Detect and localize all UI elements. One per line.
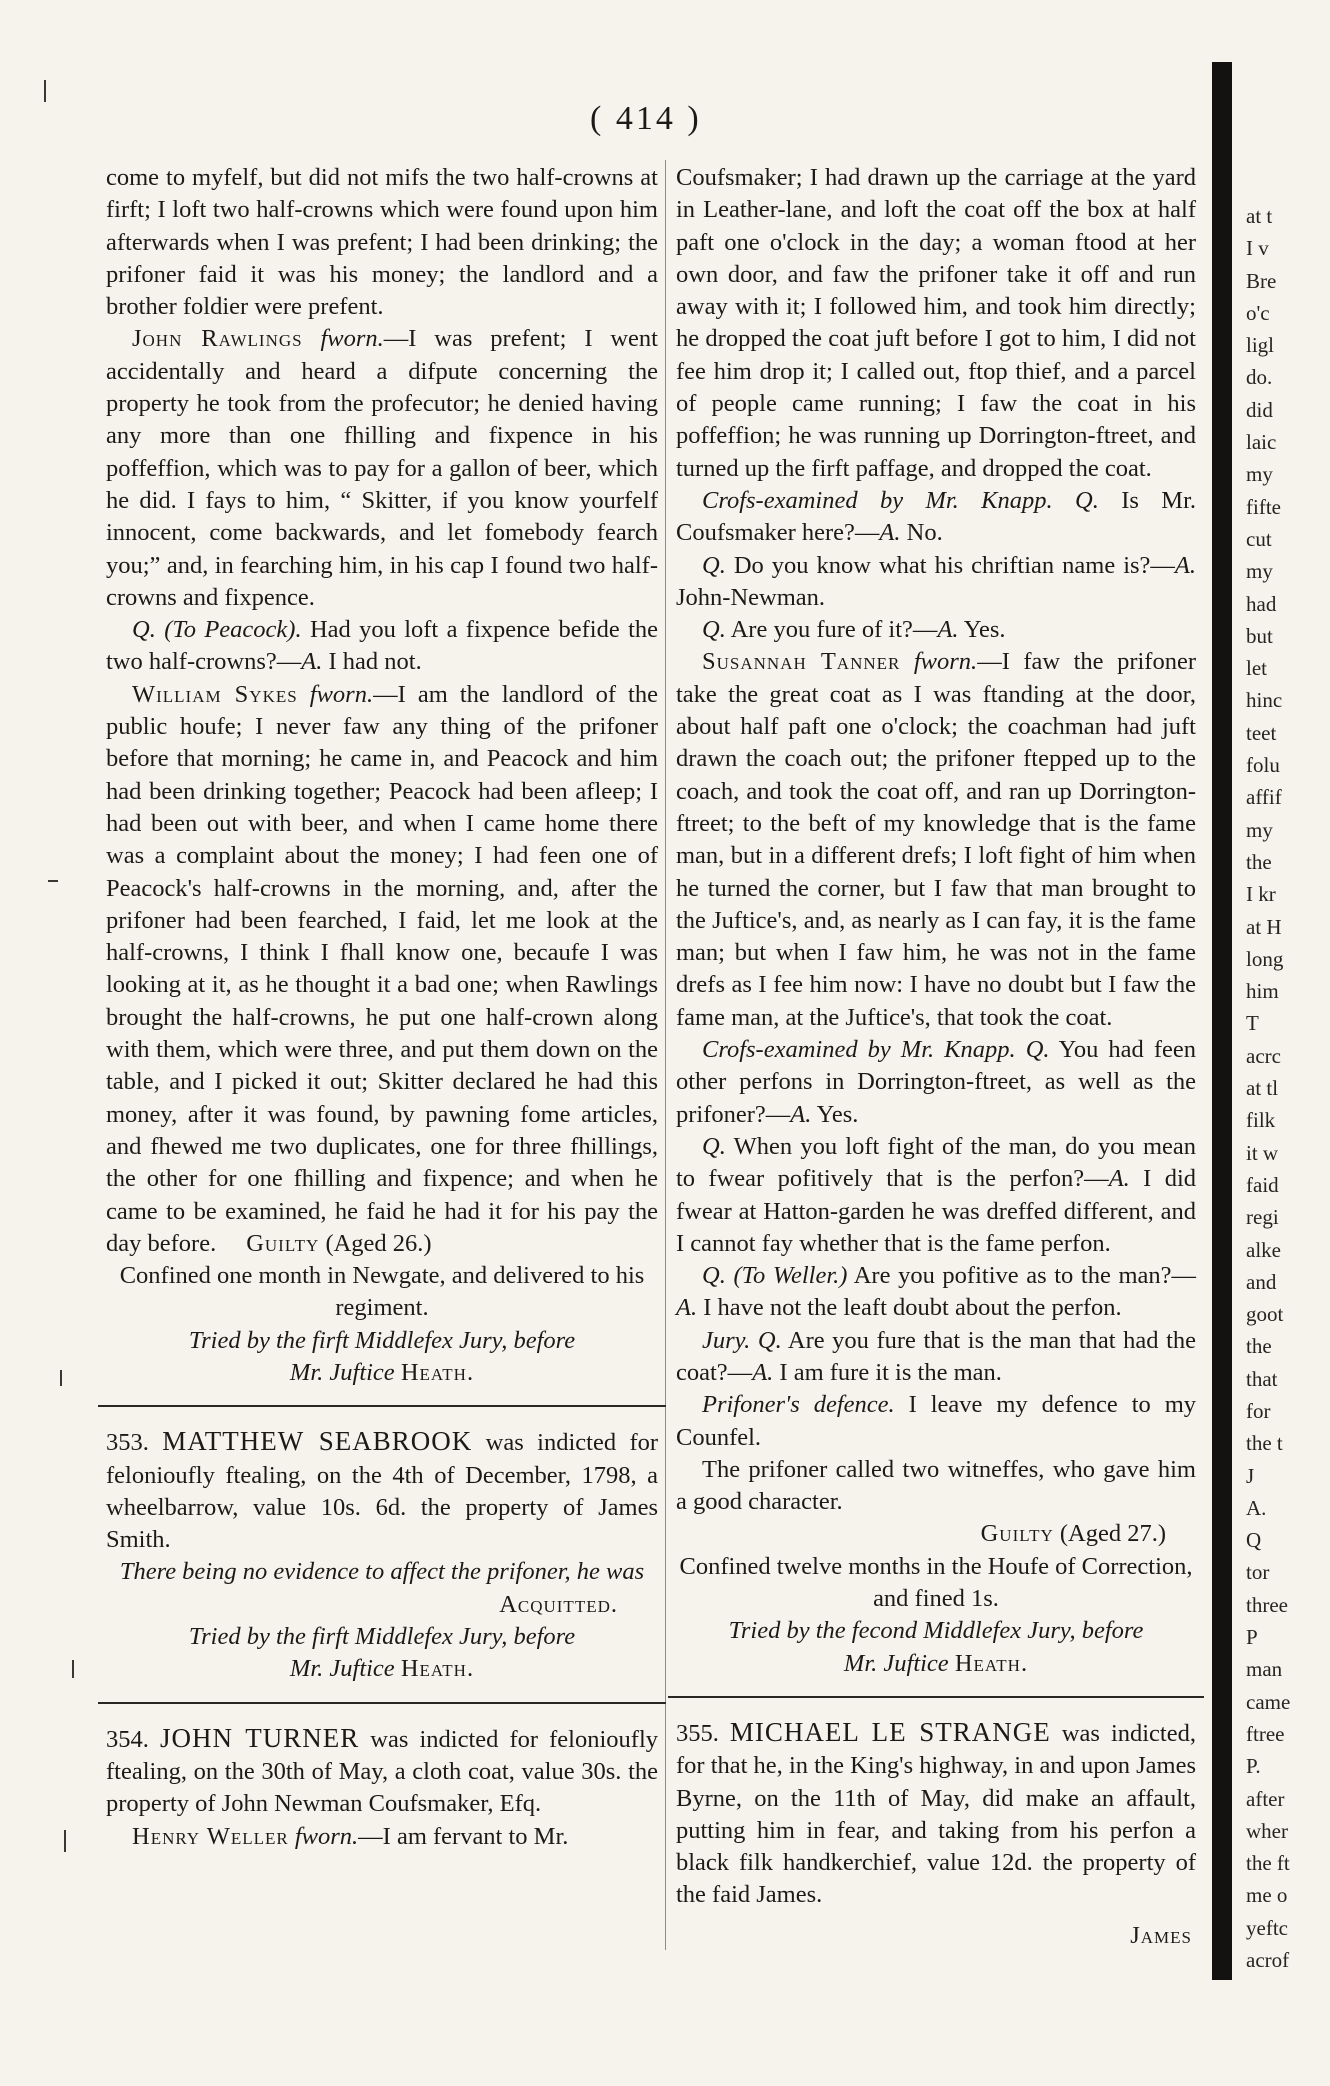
edge-fragment: A. bbox=[1246, 1495, 1267, 1520]
answer-text: I am fure it is the man. bbox=[779, 1358, 1002, 1386]
right-column bbox=[676, 162, 1196, 1952]
edge-fragment: fifte bbox=[1246, 494, 1281, 519]
q-label: Q. bbox=[757, 1326, 782, 1354]
testimony-text: —I am fervant to Mr. bbox=[358, 1822, 569, 1850]
a-label: A. bbox=[752, 1358, 774, 1386]
q-label: Q. bbox=[702, 1262, 726, 1290]
question-text: When you loft fight of the man, do you mean to fwear pofitively that is the perfon?— bbox=[676, 1132, 1197, 1193]
a-label: A. bbox=[1108, 1165, 1130, 1193]
testimony-continuation: Coufsmaker; I had drawn up the carriage at the yard in Leather-lane, and loft the coat off the box at half paft one o'clock in the day; a woman ftood at her own door, and faw the prifoner take it off and run away with it; I followed him, and took him directly; he dropped the coat juft before I got to him, I did not fee him drop it; I called out, ftop thief, and a parcel of people came running; I faw the coat in his poffeffion; he was running up Dorrington-ftreet, and turned up the firft paffage, and dropped the coat. bbox=[676, 164, 1196, 482]
testimony-weller bbox=[106, 1821, 658, 1853]
addressee-label: (To Weller.) bbox=[733, 1262, 848, 1290]
edge-fragment: after bbox=[1246, 1786, 1285, 1811]
edge-fragment: that bbox=[1246, 1366, 1278, 1391]
judge-name: Heath. bbox=[400, 1358, 475, 1386]
case-353 bbox=[106, 1425, 658, 1556]
answer-text: I did fwear at Hatton-garden he was dreffed different, and I cannot fay whether that is the fame perfon. bbox=[676, 1165, 1197, 1257]
edge-fragment: hinc bbox=[1246, 688, 1283, 713]
answer-text: I have not the leaft doubt about the perfon. bbox=[703, 1294, 1122, 1322]
verdict-guilty: Guilty bbox=[980, 1520, 1054, 1548]
case-number: 353. bbox=[106, 1429, 149, 1457]
left-column bbox=[106, 162, 658, 1853]
sworn-label: fworn. bbox=[913, 648, 978, 676]
verdict-age: (Aged 26.) bbox=[325, 1229, 432, 1257]
verdict-line bbox=[676, 1518, 1196, 1550]
answer-text: No. bbox=[906, 519, 943, 547]
edge-fragment: Q bbox=[1246, 1528, 1262, 1553]
testimony-text: —I was prefent; I went accidentally and heard a difpute concerning the property he took from the profecutor; he denied having any more than one fhilling and fixpence in his poffeffion, which was to pay for a gallon of beer, which he did. I fays to him, “ Skitter, if you know yourfelf innocent, come backwards, and let fomebody fearch you;” and, in fearching him, in his cap I found two half-crowns and fixpence. bbox=[106, 325, 658, 611]
edge-fragment: J bbox=[1246, 1463, 1255, 1488]
tried-line: Tried by the fecond Middlefex Jury, before bbox=[728, 1617, 1144, 1645]
edge-fragment: P bbox=[1246, 1625, 1258, 1650]
case-354 bbox=[106, 1722, 658, 1821]
edge-fragment: tor bbox=[1246, 1560, 1270, 1585]
q-label: Q. bbox=[132, 616, 156, 644]
testimony-text: —I am the landlord of the public houfe; I never faw any thing of the prifoner before that morning; he came in, and Peacock and him had been drinking together; Peacock had been afleep; I had been out with beer, and when I came home there was a complaint about the money; I had feen one of Peacock's half-crowns in the morning, and, after the prifoner had been fearched, I faid, let me look at the half-crowns, I think I fhall know one, becaufe I was looking at it, as he thought it a bad one; when Rawlings brought the half-crowns, he put one half-crown along with them, which were three, and put them down on the table, and I picked it out; Skitter declared he had this money, after it was found, by pawning fome articles, and fhewed me two duplicates, one for three fhillings, the other for one fhilling and fixpence; and when he came to be examined, he faid he had it for his pay the day before. bbox=[106, 680, 658, 1257]
judge-title: Mr. Juftice bbox=[289, 1358, 395, 1386]
question-text: Are you pofitive as to the man?— bbox=[853, 1262, 1197, 1290]
edge-fragment: at H bbox=[1246, 914, 1282, 939]
edge-fragment: long bbox=[1246, 946, 1284, 971]
question bbox=[676, 614, 1196, 646]
a-label: A. bbox=[676, 1294, 698, 1322]
edge-fragment: but bbox=[1246, 623, 1273, 648]
edge-fragment: the t bbox=[1246, 1431, 1283, 1456]
question-peacock bbox=[106, 614, 658, 679]
edge-fragment: at t bbox=[1246, 204, 1273, 228]
edge-fragment: o'c bbox=[1246, 300, 1270, 325]
prisoner-defence bbox=[676, 1389, 1196, 1454]
question-text: Is Mr. Coufsmaker here?— bbox=[676, 486, 1196, 547]
testimony-sykes bbox=[106, 679, 658, 1260]
cross-label: Crofs-examined by Mr. Knapp. bbox=[702, 486, 1053, 514]
witness-name: John Rawlings bbox=[132, 325, 303, 353]
judge-line bbox=[106, 1653, 658, 1685]
defendant-name: MATTHEW SEABROOK bbox=[162, 1426, 473, 1457]
edge-fragment: man bbox=[1246, 1657, 1283, 1682]
scan-speck bbox=[44, 80, 46, 102]
edge-fragment: regi bbox=[1246, 1205, 1279, 1230]
defence-label: Prifoner's defence. bbox=[702, 1391, 895, 1419]
edge-fragment: ligl bbox=[1246, 333, 1275, 358]
binding-shadow bbox=[1212, 62, 1232, 1980]
edge-fragment: three bbox=[1246, 1592, 1288, 1617]
edge-fragment: did bbox=[1246, 397, 1273, 422]
edge-fragment: me o bbox=[1246, 1883, 1288, 1908]
edge-fragment: let bbox=[1246, 656, 1267, 681]
question-text: Do you know what his chriftian name is?— bbox=[733, 551, 1175, 579]
question bbox=[676, 550, 1196, 615]
answer-text: Yes. bbox=[816, 1100, 859, 1128]
cross-examination bbox=[676, 485, 1196, 550]
edge-fragment: acrc bbox=[1246, 1043, 1281, 1068]
edge-fragment: for bbox=[1246, 1398, 1271, 1423]
a-label: A. bbox=[879, 519, 901, 547]
edge-fragment: him bbox=[1246, 979, 1279, 1004]
question bbox=[676, 1260, 1196, 1325]
edge-fragment: alke bbox=[1246, 1237, 1281, 1262]
edge-fragment: had bbox=[1246, 591, 1277, 616]
defence-text: I leave my defence to my Counfel. bbox=[676, 1391, 1196, 1451]
q-label: Q. bbox=[702, 616, 726, 644]
catchword: James bbox=[1130, 1921, 1192, 1949]
cross-examination bbox=[676, 1034, 1196, 1131]
edge-fragment: do. bbox=[1246, 365, 1273, 390]
q-label: Q. bbox=[1025, 1036, 1050, 1064]
defendant-name: JOHN TURNER bbox=[159, 1722, 360, 1753]
scan-speck bbox=[72, 1660, 74, 1678]
case-note: There being no evidence to affect the prifoner, he was bbox=[119, 1558, 645, 1586]
testimony-tanner bbox=[676, 646, 1196, 1034]
edge-fragment: faid bbox=[1246, 1172, 1279, 1197]
section-rule bbox=[98, 1405, 666, 1407]
witness-name: Susannah Tanner bbox=[702, 648, 901, 676]
edge-fragment: I kr bbox=[1246, 882, 1276, 907]
addressee-label: (To Peacock). bbox=[164, 616, 302, 644]
testimony-text: —I faw the prifoner take the great coat as I was ftanding at the door, about half paft one o'clock; the coachman had juft drawn the coach out; the prifoner ftepped up to the coach, and took the coat off, and ran up Dorrington-ftreet; to the beft of my knowledge that is the fame man, but in a different drefs; I loft fight of him when he turned the corner, but I faw that man brought to the Juftice's, and, as nearly as I can fay, it is the fame man; but when I faw him, he was not in the fame drefs as I fee him now: I have no doubt but I faw the fame man, at the Juftice's, that took the coat. bbox=[676, 648, 1196, 1031]
jury-label: Jury. bbox=[702, 1326, 751, 1354]
edge-fragment: laic bbox=[1246, 430, 1277, 455]
question-text: Are you fure that is the man that had the coat?— bbox=[676, 1326, 1197, 1386]
edge-fragment: folu bbox=[1246, 753, 1280, 778]
answer-text: John-Newman. bbox=[676, 583, 826, 611]
witness-name: Henry Weller bbox=[132, 1822, 289, 1850]
edge-fragment: at tl bbox=[1246, 1076, 1279, 1101]
case-number: 355. bbox=[676, 1719, 719, 1747]
edge-fragment: it w bbox=[1246, 1140, 1279, 1165]
paragraph-continuation: come to myfelf, but did not mifs the two half-crowns at firft; I loft two half-crowns which were found upon him afterwards when I was prefent; I had been drinking; the prifoner faid it was his money; the landlord and a brother foldier were prefent. bbox=[106, 164, 658, 321]
edge-fragment: affif bbox=[1246, 785, 1282, 810]
indictment-text: was indicted, for that he, in the King's highway, in and upon James Byrne, on the 11th of May, did make an affault, putting him in fear, and taking from his perfon a black filk handkerchief, value 12d. the property of the faid James. bbox=[676, 1719, 1196, 1909]
q-label: Q. bbox=[702, 551, 726, 579]
edge-fragment: the ft bbox=[1246, 1851, 1290, 1876]
section-rule bbox=[668, 1696, 1204, 1698]
indictment-text: was indicted for felonioufly ftealing, on the 4th of December, 1798, a wheelbarrow, value 10s. 6d. the property of James Smith. bbox=[106, 1429, 659, 1554]
q-label: Q. bbox=[702, 1132, 726, 1160]
edge-fragment: the bbox=[1246, 1334, 1272, 1359]
tried-line: Tried by the firft Middlefex Jury, before bbox=[188, 1326, 576, 1354]
answer-text: Yes. bbox=[963, 616, 1006, 644]
judge-line bbox=[676, 1648, 1196, 1680]
jury-question bbox=[676, 1325, 1196, 1390]
judge-title: Mr. Juftice bbox=[843, 1649, 949, 1677]
edge-fragment: goot bbox=[1246, 1302, 1284, 1327]
column-divider bbox=[665, 160, 666, 1950]
question-text: You had feen other perfons in Dorrington-ftreet, as well as the prifoner?— bbox=[676, 1036, 1196, 1128]
scan-speck bbox=[48, 880, 58, 882]
answer-text: I had not. bbox=[328, 648, 422, 676]
edge-fragment: T bbox=[1246, 1011, 1259, 1036]
a-label: A. bbox=[301, 648, 323, 676]
a-label: A. bbox=[1174, 551, 1197, 579]
sworn-label: fworn. bbox=[309, 680, 374, 708]
sworn-label: fworn. bbox=[294, 1822, 359, 1850]
scan-speck bbox=[60, 1370, 62, 1386]
edge-fragment: I v bbox=[1246, 236, 1269, 261]
sworn-label: fworn. bbox=[320, 325, 384, 353]
edge-fragment: my bbox=[1246, 559, 1273, 584]
defendant-name: MICHAEL LE STRANGE bbox=[729, 1716, 1051, 1747]
witness-name: William Sykes bbox=[132, 680, 298, 708]
verdict-acquitted: Acquitted. bbox=[499, 1590, 618, 1618]
case-355 bbox=[676, 1716, 1196, 1912]
indictment-text: was indicted for felonioufly ftealing, on the 30th of May, a cloth coat, value 30s. the property of John Newman Coufsmaker, Efq. bbox=[106, 1725, 659, 1818]
edge-fragment: P. bbox=[1246, 1754, 1261, 1779]
question bbox=[676, 1131, 1196, 1260]
judge-name: Heath. bbox=[400, 1655, 475, 1683]
question-text: Had you loft a fixpence befide the two half-crowns?— bbox=[106, 616, 658, 676]
case-number: 354. bbox=[106, 1725, 149, 1753]
sentence: Confined twelve months in the Houfe of Correction, and fined 1s. bbox=[679, 1552, 1193, 1613]
edge-fragment: and bbox=[1246, 1269, 1277, 1294]
cross-label: Crofs-examined by Mr. Knapp. bbox=[702, 1036, 1016, 1064]
q-label: Q. bbox=[1075, 486, 1099, 514]
edge-fragment: Bre bbox=[1246, 268, 1277, 293]
verdict-guilty: Guilty bbox=[246, 1229, 320, 1257]
edge-fragment: cut bbox=[1246, 526, 1272, 551]
sentence: Confined one month in Newgate, and delivered to his regiment. bbox=[119, 1262, 645, 1322]
scan-speck bbox=[64, 1830, 66, 1852]
judge-title: Mr. Juftice bbox=[289, 1655, 395, 1683]
edge-fragment: teet bbox=[1246, 720, 1277, 745]
edge-fragment: my bbox=[1246, 817, 1273, 842]
judge-name: Heath. bbox=[954, 1649, 1029, 1677]
page-number: ( 414 ) bbox=[590, 100, 702, 137]
edge-fragment: the bbox=[1246, 849, 1272, 874]
edge-fragment: came bbox=[1246, 1689, 1291, 1714]
edge-fragment: my bbox=[1246, 462, 1273, 487]
testimony-rawlings bbox=[106, 323, 658, 614]
question-text: Are you fure of it?— bbox=[730, 616, 938, 644]
edge-fragment: wher bbox=[1246, 1818, 1288, 1843]
judge-line bbox=[106, 1357, 658, 1389]
a-label: A. bbox=[790, 1100, 812, 1128]
tried-line: Tried by the firft Middlefex Jury, before bbox=[188, 1623, 576, 1651]
section-rule bbox=[98, 1702, 666, 1704]
edge-fragment: filk bbox=[1246, 1108, 1276, 1133]
verdict-age: (Aged 27.) bbox=[1059, 1520, 1166, 1548]
edge-fragment: yeftc bbox=[1246, 1915, 1288, 1940]
edge-fragment: ftree bbox=[1246, 1721, 1285, 1746]
a-label: A. bbox=[937, 616, 959, 644]
edge-fragment: acrof bbox=[1246, 1948, 1290, 1973]
witnesses-note: The prifoner called two witneffes, who gave him a good character. bbox=[676, 1455, 1196, 1516]
facing-page-edge bbox=[1246, 200, 1330, 1976]
